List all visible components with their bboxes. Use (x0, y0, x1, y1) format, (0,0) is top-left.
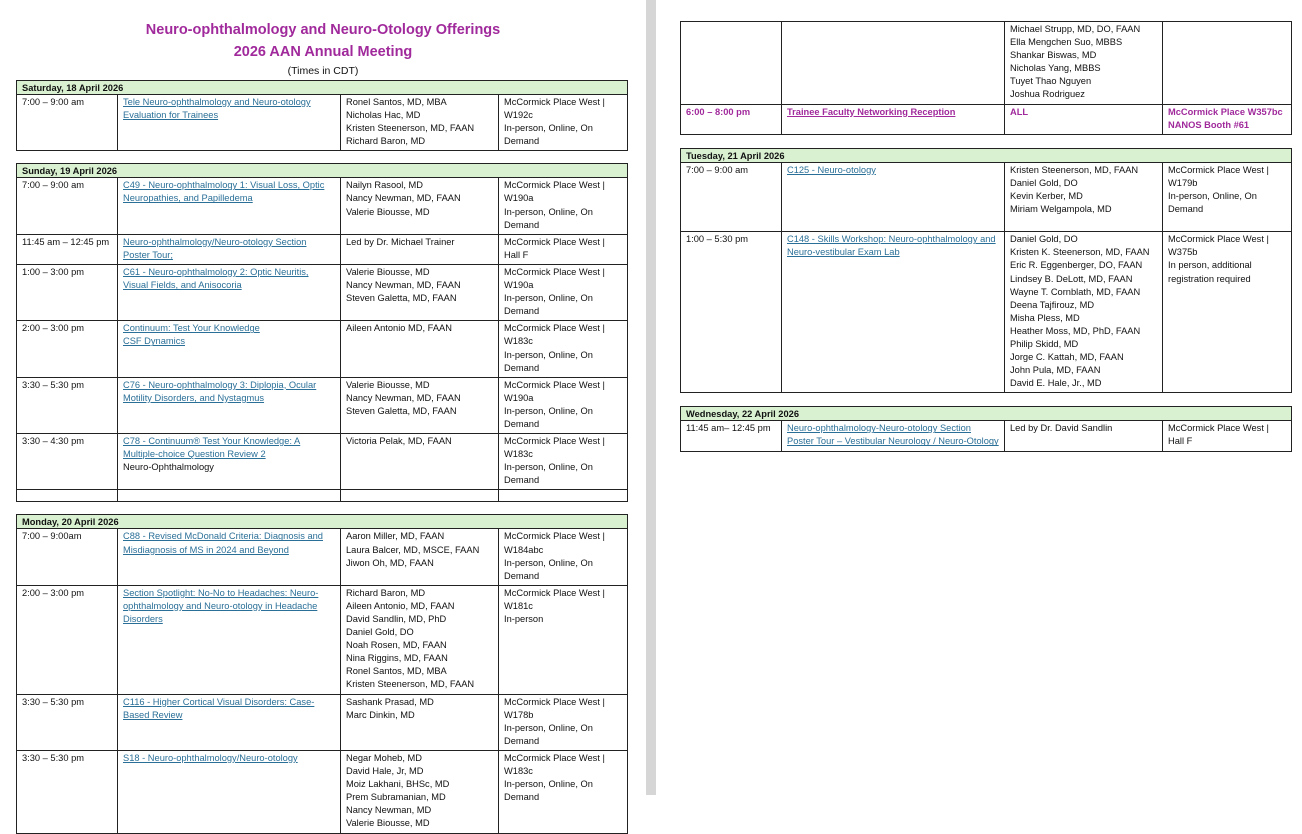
session-row (17, 750, 628, 833)
session-link[interactable]: C61 - Neuro-ophthalmology 2: Optic Neuritis, Visual Fields, and Anisocoria (123, 266, 309, 291)
session-row (681, 232, 1292, 393)
day-header-saturday: Saturday, 18 April 2026 (17, 81, 628, 95)
speaker-list: Daniel Gold, DO Kristen K. Steenerson, MD, FAAN Eric R. Eggenberger, DO, FAAN Lindsey B. DeLott, MD, FAAN Wayne T. Cornblath, MD, FAAN Deena Tajfirouz, MD Misha Pless, MD Heather Moss, MD, PhD, FAAN Philip Skidd, MD Jorge C. Kattah, MD, FAAN John Pula, MD, FAAN David E. Hale, Jr., MD (1005, 232, 1163, 393)
speaker-list: Led by Dr. David Sandlin (1005, 421, 1163, 451)
session-location: McCormick Place West | W184abc In-person, Online, On Demand (499, 529, 628, 585)
session-location: McCormick Place West | W183c In-person, Online, On Demand (499, 750, 628, 833)
session-row (17, 694, 628, 750)
session-link[interactable]: Neuro-ophthalmology/Neuro-otology Section Poster Tour; (123, 236, 307, 260)
session-row (17, 234, 628, 264)
session-location: McCormick Place West | W183c In-person, Online, On Demand (499, 434, 628, 490)
schedule-table-right (680, 21, 1292, 452)
session-time: 7:00 – 9:00 am (17, 178, 118, 234)
session-location: McCormick Place West | W192c In-person, Online, On Demand (499, 95, 628, 151)
speaker-list: Richard Baron, MD Aileen Antonio, MD, FAAN David Sandlin, MD, PhD Daniel Gold, DO Noah Rosen, MD, FAAN Nina Riggins, MD, FAAN Ronel Santos, MD, MBA Kristen Steenerson, MD, FAAN (341, 585, 499, 694)
reception-link[interactable]: Trainee Faculty Networking Reception (787, 106, 956, 117)
document-subtitle: 2026 AAN Annual Meeting (233, 44, 413, 60)
document-title: Neuro-ophthalmology and Neuro-Otology Offerings (145, 22, 501, 38)
timezone-note: (Times in CDT) (287, 65, 359, 77)
speaker-list: Valerie Biousse, MD Nancy Newman, MD, FAAN Steven Galetta, MD, FAAN (341, 377, 499, 433)
session-location: McCormick Place West | Hall F (499, 234, 628, 264)
session-link[interactable]: Continuum: Test Your Knowledge (123, 323, 260, 334)
session-link[interactable]: CSF Dynamics (123, 336, 185, 347)
speaker-list: Ronel Santos, MD, MBA Nicholas Hac, MD Kristen Steenerson, MD, FAAN Richard Baron, MD (341, 95, 499, 151)
session-link[interactable]: C49 - Neuro-ophthalmology 1: Visual Loss, Optic Neuropathies, and Papilledema (123, 180, 325, 204)
audience-label: ALL (1005, 104, 1163, 134)
speaker-list: Led by Dr. Michael Trainer (341, 234, 499, 264)
page-gutter (646, 0, 656, 795)
speaker-list: Valerie Biousse, MD Nancy Newman, MD, FAAN Steven Galetta, MD, FAAN (341, 264, 499, 320)
session-location: McCormick Place West | W181c In-person (499, 585, 628, 694)
session-link[interactable]: C148 - Skills Workshop: Neuro-ophthalmology and Neuro-vestibular Exam Lab (787, 234, 996, 258)
session-topic: Neuro-Ophthalmology (123, 462, 214, 473)
session-link[interactable]: C78 - Continuum® Test Your Knowledge: A Multiple-choice Question Review 2 (123, 436, 301, 460)
session-row (681, 162, 1292, 231)
session-time: 3:30 – 5:30 pm (17, 750, 118, 833)
session-time: 7:00 – 9:00 am (17, 95, 118, 151)
session-row (17, 585, 628, 694)
session-time: 3:30 – 5:30 pm (17, 377, 118, 433)
speaker-list: Nailyn Rasool, MD Nancy Newman, MD, FAAN Valerie Biousse, MD (341, 178, 499, 234)
session-link[interactable]: Section Spotlight: No-No to Headaches: Neuro-ophthalmology and Neuro-otology in Headache Disorders (123, 587, 319, 624)
day-header-wednesday: Wednesday, 22 April 2026 (681, 407, 1292, 421)
session-location: McCormick Place West | W375b In person, additional registration required (1163, 232, 1292, 393)
speaker-list: Kristen Steenerson, MD, FAAN Daniel Gold, DO Kevin Kerber, MD Miriam Welgampola, MD (1005, 162, 1163, 231)
speaker-list: Michael Strupp, MD, DO, FAAN Ella Mengchen Suo, MBBS Shankar Biswas, MD Nicholas Yang, MBBS Tuyet Thao Nguyen Joshua Rodriguez (1005, 22, 1163, 105)
session-location: McCormick Place West | Hall F (1163, 421, 1292, 451)
session-row (17, 529, 628, 585)
day-header-tuesday: Tuesday, 21 April 2026 (681, 148, 1292, 162)
session-time: 2:00 – 3:00 pm (17, 321, 118, 377)
speaker-list: Victoria Pelak, MD, FAAN (341, 434, 499, 490)
document-page-right (656, 0, 1302, 795)
schedule-table-left (16, 80, 628, 834)
speaker-list: Aaron Miller, MD, FAAN Laura Balcer, MD, MSCE, FAAN Jiwon Oh, MD, FAAN (341, 529, 499, 585)
reception-row (681, 104, 1292, 134)
session-location: McCormick Place West | W178b In-person, Online, On Demand (499, 694, 628, 750)
session-time: 3:30 – 4:30 pm (17, 434, 118, 490)
session-time: 7:00 – 9:00 am (681, 162, 782, 231)
session-time: 1:00 – 5:30 pm (681, 232, 782, 393)
session-location: McCormick Place West | W190a In-person, Online, On Demand (499, 264, 628, 320)
session-row (17, 95, 628, 151)
speaker-list: Aileen Antonio MD, FAAN (341, 321, 499, 377)
session-link[interactable]: Neuro-ophthalmology-Neuro-otology Section Poster Tour – Vestibular Neurology / Neuro-Otology (787, 423, 999, 447)
session-time: 11:45 am– 12:45 pm (681, 421, 782, 451)
session-location: McCormick Place West | W190a In-person, Online, On Demand (499, 377, 628, 433)
day-header-monday: Monday, 20 April 2026 (17, 515, 628, 529)
session-link[interactable]: Tele Neuro-ophthalmology and Neuro-otology Evaluation for Trainees (123, 97, 311, 121)
session-row (17, 264, 628, 320)
speaker-list: Sashank Prasad, MD Marc Dinkin, MD (341, 694, 499, 750)
day-header-sunday: Sunday, 19 April 2026 (17, 164, 628, 178)
session-link[interactable]: S18 - Neuro-ophthalmology/Neuro-otology (123, 752, 298, 763)
session-row (17, 321, 628, 377)
session-row (681, 421, 1292, 451)
session-link[interactable]: C116 - Higher Cortical Visual Disorders: Case-Based Review (123, 696, 315, 720)
session-link[interactable]: C125 - Neuro-otology (787, 164, 876, 175)
session-link[interactable]: C76 - Neuro-ophthalmology 3: Diplopia, Ocular Motility Disorders, and Nystagmus (123, 379, 317, 403)
document-page-left (0, 0, 646, 829)
session-time: 6:00 – 8:00 pm (681, 104, 782, 134)
session-location: McCormick Place W357bc NANOS Booth #61 (1163, 104, 1292, 134)
session-time: 3:30 – 5:30 pm (17, 694, 118, 750)
session-time: 2:00 – 3:00 pm (17, 585, 118, 694)
session-location: McCormick Place West | W183c In-person, Online, On Demand (499, 321, 628, 377)
session-row (17, 178, 628, 234)
session-time: 11:45 am – 12:45 pm (17, 234, 118, 264)
speaker-list: Negar Moheb, MD David Hale, Jr, MD Moiz Lakhani, BHSc, MD Prem Subramanian, MD Nancy Newman, MD Valerie Biousse, MD (341, 750, 499, 833)
session-time: 7:00 – 9:00am (17, 529, 118, 585)
session-row-continued (681, 22, 1292, 105)
session-row (17, 434, 628, 490)
session-time: 1:00 – 3:00 pm (17, 264, 118, 320)
empty-row (17, 490, 628, 502)
session-row (17, 377, 628, 433)
session-location: McCormick Place West | W190a In-person, Online, On Demand (499, 178, 628, 234)
session-link[interactable]: C88 - Revised McDonald Criteria: Diagnosis and Misdiagnosis of MS in 2024 and Beyond (123, 531, 323, 555)
session-location: McCormick Place West | W179b In-person, Online, On Demand (1163, 162, 1292, 231)
